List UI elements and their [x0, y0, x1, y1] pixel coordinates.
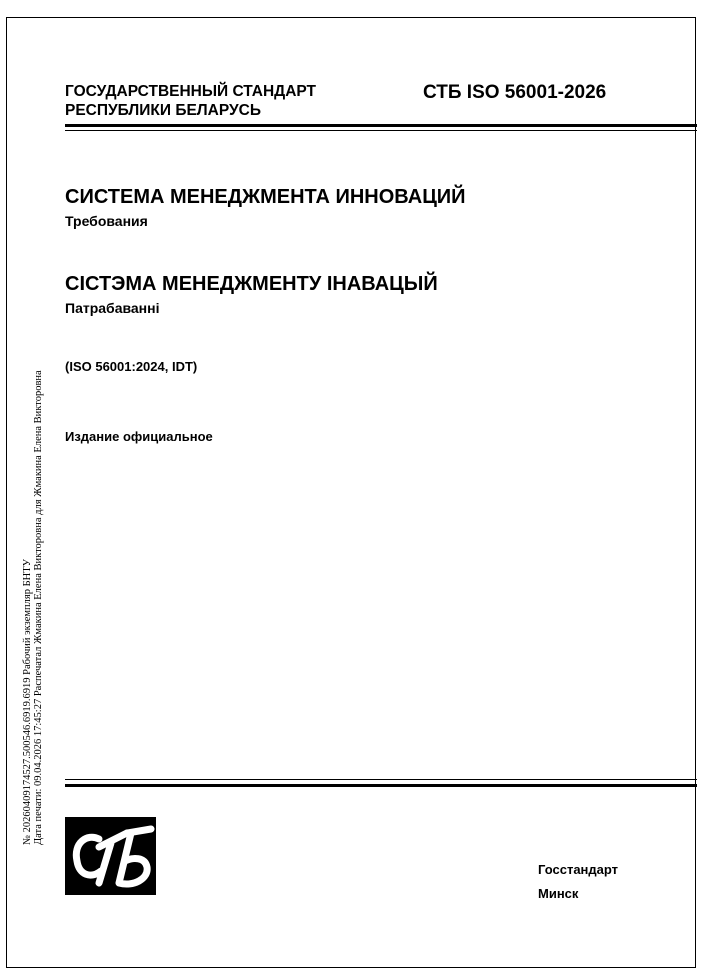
footer-rule-thin — [65, 779, 697, 780]
org-line-1: ГОСУДАРСТВЕННЫЙ СТАНДАРТ — [65, 83, 317, 100]
international-identity: (ISO 56001:2024, IDT) — [65, 359, 198, 374]
org-line-2: РЕСПУБЛИКИ БЕЛАРУСЬ — [65, 102, 261, 119]
stb-logo-icon — [65, 817, 156, 895]
print-stamp-line-2: Дата печати: 09.04.2026 17:45:27 Распечатал Жмакина Елена Викторовна для Жмакина Елена Викторовна — [33, 370, 44, 845]
standard-designation: СТБ ISO 56001-2026 — [423, 82, 607, 103]
header-rule-thin — [65, 130, 697, 131]
issuing-organization — [65, 82, 316, 120]
subtitle-russian: Требования — [65, 213, 148, 229]
title-belarusian: СІСТЭМА МЕНЕДЖМЕНТУ ІНАВАЦЫЙ — [65, 273, 438, 295]
subtitle-belarusian: Патрабаванні — [65, 300, 160, 316]
title-russian: СИСТЕМА МЕНЕДЖМЕНТА ИННОВАЦИЙ — [65, 186, 466, 208]
print-stamp-line-1: № 20260409174527.500546.6919.6919 Рабочий экземпляр БНТУ — [22, 558, 33, 845]
edition-note: Издание официальное — [65, 429, 213, 444]
publisher-city: Минск — [538, 886, 579, 901]
print-stamp — [22, 370, 44, 845]
header-rule-thick — [65, 124, 697, 127]
footer-rule-thick — [65, 784, 697, 787]
publisher-name: Госстандарт — [538, 862, 619, 877]
